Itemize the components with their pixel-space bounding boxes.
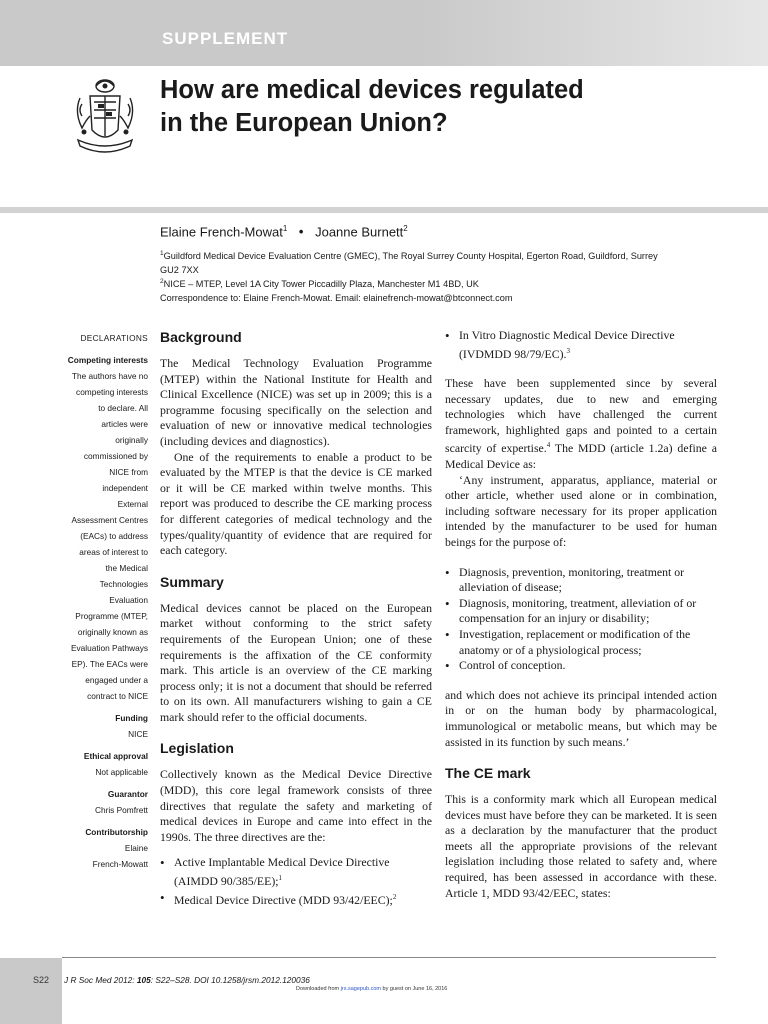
ethical-approval-value: Not applicable bbox=[95, 767, 148, 777]
summary-heading: Summary bbox=[160, 573, 224, 590]
competing-interests-label: Competing interests bbox=[67, 355, 148, 365]
author-1-sup: 1 bbox=[282, 224, 288, 233]
author-1: Elaine French-Mowat bbox=[160, 224, 283, 240]
article-title bbox=[160, 74, 740, 140]
ce-mark-paragraph: This is a conformity mark which all European medical devices must have before they can be marketed. It is seen as a declaration by the manufacturer that the product meets all the appropriate provisions of the relevant legislation including those related to safety and, where required, has been assessed in accordance with these. Article 1, MDD 93/42/EEC, states: bbox=[445, 792, 717, 900]
competing-line: NICE from bbox=[109, 467, 148, 477]
affiliation-2-text: NICE – MTEP, Level 1A City Tower Piccadilly Plaza, Manchester M1 4BD, UK bbox=[163, 279, 479, 290]
list-item: • Diagnosis, prevention, monitoring, treatment or alleviation of disease; bbox=[445, 565, 717, 596]
section-gap bbox=[160, 725, 432, 739]
background-paragraph-1: The Medical Technology Evaluation Programme (MTEP) within the National Institute for Health and Clinical Excellence (NICE) was set up in 2009; this is a programme focusing specifically on the selection and evaluation of new or innovative medical technologies (including devices and diagnostics). bbox=[160, 356, 432, 448]
competing-line: Assessment Centres bbox=[71, 515, 148, 525]
competing-line: External bbox=[117, 499, 148, 509]
section-gap bbox=[445, 551, 717, 565]
citation-rest: : S22–S28. DOI 10.1258/jrsm.2012.120036 bbox=[150, 975, 310, 985]
author-separator-icon: • bbox=[298, 224, 304, 240]
competing-line: Evaluation bbox=[109, 595, 148, 605]
competing-line: originally known as bbox=[77, 627, 148, 637]
contributorship-label: Contributorship bbox=[85, 827, 148, 837]
ce-mark-heading: The CE mark bbox=[445, 765, 531, 782]
footer-divider bbox=[62, 957, 716, 958]
competing-line: areas of interest to bbox=[79, 547, 148, 557]
directive-3: In Vitro Diagnostic Medical Device Directive (IVDMDD 98/79/EC). bbox=[459, 328, 675, 361]
affiliation-1-postcode: GU2 7XX bbox=[160, 264, 199, 275]
directive-list bbox=[160, 855, 432, 908]
competing-line: EP). The EACs were bbox=[71, 659, 148, 669]
body-column-2 bbox=[445, 328, 717, 901]
journal-citation bbox=[64, 975, 310, 985]
list-item: • Diagnosis, monitoring, treatment, alleviation of or compensation for an injury or disability; bbox=[445, 596, 717, 627]
competing-line: Technologies bbox=[99, 579, 148, 589]
contributorship-line: French-Mowatt bbox=[92, 859, 148, 869]
competing-line: commissioned by bbox=[83, 451, 148, 461]
background-heading: Background bbox=[160, 329, 242, 345]
competing-line: Programme (MTEP, bbox=[75, 611, 148, 621]
directive-2: Medical Device Directive (MDD 93/42/EEC); bbox=[174, 892, 393, 907]
directive-1-ref: 1 bbox=[278, 874, 283, 883]
list-item bbox=[160, 855, 432, 889]
body-column-1 bbox=[160, 328, 432, 908]
list-item: • Control of conception. bbox=[445, 658, 717, 674]
citation-volume: 105 bbox=[136, 975, 151, 985]
supplement-text-a: These have been supplemented since by several necessary updates, due to new and emerging technologies which have challenged the current framework, highlighted gaps and pointed to a certain scarcity of expertise. bbox=[445, 376, 717, 456]
download-link[interactable]: jrs.sagepub.com bbox=[340, 986, 381, 992]
list-item: • Investigation, replacement or modification of the anatomy or of a physiological process; bbox=[445, 627, 717, 658]
author-2: Joanne Burnett bbox=[315, 224, 404, 240]
download-notice bbox=[296, 986, 447, 992]
competing-line: articles were bbox=[101, 419, 148, 429]
summary-paragraph: Medical devices cannot be placed on the European market without conforming to the strict safety requirements of the European Union; one of these requirements is the affixation of the CE conformity mark. This article is an overview of the CE marking process only; it is not a document that should be referred to on its own. All manufacturers wishing to gain a CE mark should refer to the official documents. bbox=[160, 600, 432, 724]
section-label: SUPPLEMENT bbox=[162, 29, 289, 48]
competing-interests-text bbox=[58, 368, 148, 704]
funding-value: NICE bbox=[128, 729, 148, 739]
section-gap bbox=[445, 362, 717, 376]
directive-2-ref: 2 bbox=[392, 892, 397, 901]
list-item bbox=[445, 328, 717, 362]
download-prefix: Downloaded from bbox=[296, 986, 341, 992]
affiliation-1 bbox=[160, 247, 720, 277]
supplement-paragraph bbox=[445, 376, 717, 472]
title-divider bbox=[0, 207, 768, 213]
competing-line: to declare. All bbox=[98, 403, 148, 413]
competing-line: originally bbox=[115, 435, 148, 445]
competing-line: independent bbox=[102, 483, 148, 493]
guarantor-value: Chris Pomfrett bbox=[94, 805, 148, 815]
competing-line: contract to NICE bbox=[87, 691, 148, 701]
author-line bbox=[160, 224, 408, 239]
citation-journal: J R Soc Med 2012: bbox=[64, 975, 137, 985]
correspondence: Correspondence to: Elaine French-Mowat. Email: elainefrench-mowat@btconnect.com bbox=[160, 293, 513, 303]
affiliation-1-text: Guildford Medical Device Evaluation Centre (GMEC), The Royal Surrey County Hospital, Egerton Road, Guildford, Surrey bbox=[163, 251, 658, 262]
section-gap bbox=[160, 559, 432, 573]
society-crest-icon bbox=[72, 74, 138, 158]
download-suffix: by guest on June 16, 2016 bbox=[381, 986, 448, 992]
legislation-paragraph: Collectively known as the Medical Device Directive (MDD), this core legal framework consists of three directives that regulate the safety and marketing of medical devices in Europe and came into effect in the 1990s. The three directives are the: bbox=[160, 767, 432, 844]
competing-line: engaged under a bbox=[85, 675, 148, 685]
competing-line: the Medical bbox=[105, 563, 148, 573]
page-number: S22 bbox=[33, 975, 50, 985]
legislation-heading: Legislation bbox=[160, 740, 234, 757]
affiliation-2-sup: 2 bbox=[160, 278, 164, 285]
declarations-heading: DECLARATIONS bbox=[80, 333, 148, 343]
author-2-sup: 2 bbox=[403, 224, 408, 233]
list-item bbox=[160, 890, 432, 909]
supplement-ref: 4 bbox=[546, 441, 551, 450]
definition-quote-end: and which does not achieve its principal intended action in or on the human body by pharmacological, immunological or metabolic means, but which may be assisted in its function by such means.’ bbox=[445, 687, 717, 749]
definition-quote: ‘Any instrument, apparatus, appliance, material or other article, whether used alone or in combination, including software necessary for its proper application intended by the manufacturer to be used for human beings for the purpose of: bbox=[445, 472, 717, 549]
competing-line: (EACs) to address bbox=[80, 531, 148, 541]
declarations-sidebar bbox=[58, 330, 148, 872]
competing-line: competing interests bbox=[76, 387, 148, 397]
directive-3-ref: 3 bbox=[566, 346, 570, 355]
funding-label: Funding bbox=[115, 713, 148, 723]
competing-line: The authors have no bbox=[71, 371, 148, 381]
background-paragraph-2: One of the requirements to enable a product to be evaluated by the MTEP is that the device is CE marked or it will be CE marked within twelve months. This report was produced to describe the CE marking process for different categories of medical technology and the types/quality/quantity of evidence that are required for each category. bbox=[160, 449, 432, 558]
page-number-tab bbox=[0, 958, 62, 1024]
title-line-2: in the European Union? bbox=[160, 109, 448, 137]
affiliation-1-sup: 1 bbox=[160, 250, 164, 257]
directive-list-continued bbox=[445, 328, 717, 362]
section-gap bbox=[445, 674, 717, 688]
contributorship-line: Elaine bbox=[124, 843, 148, 853]
affiliation-2 bbox=[160, 275, 720, 292]
header-banner-fade bbox=[420, 0, 768, 66]
ethical-approval-label: Ethical approval bbox=[83, 751, 148, 761]
purpose-list bbox=[445, 565, 717, 674]
directive-1: Active Implantable Medical Device Directive (AIMDD 90/385/EE); bbox=[174, 855, 390, 888]
guarantor-label: Guarantor bbox=[107, 789, 148, 799]
supplement-text-b: The MDD (article 1.2a) define a Medical Device as: bbox=[445, 441, 717, 471]
competing-line: Evaluation Pathways bbox=[70, 643, 148, 653]
list-gap bbox=[160, 845, 432, 855]
title-line-1: How are medical devices regulated bbox=[160, 76, 584, 104]
section-gap bbox=[445, 750, 717, 764]
